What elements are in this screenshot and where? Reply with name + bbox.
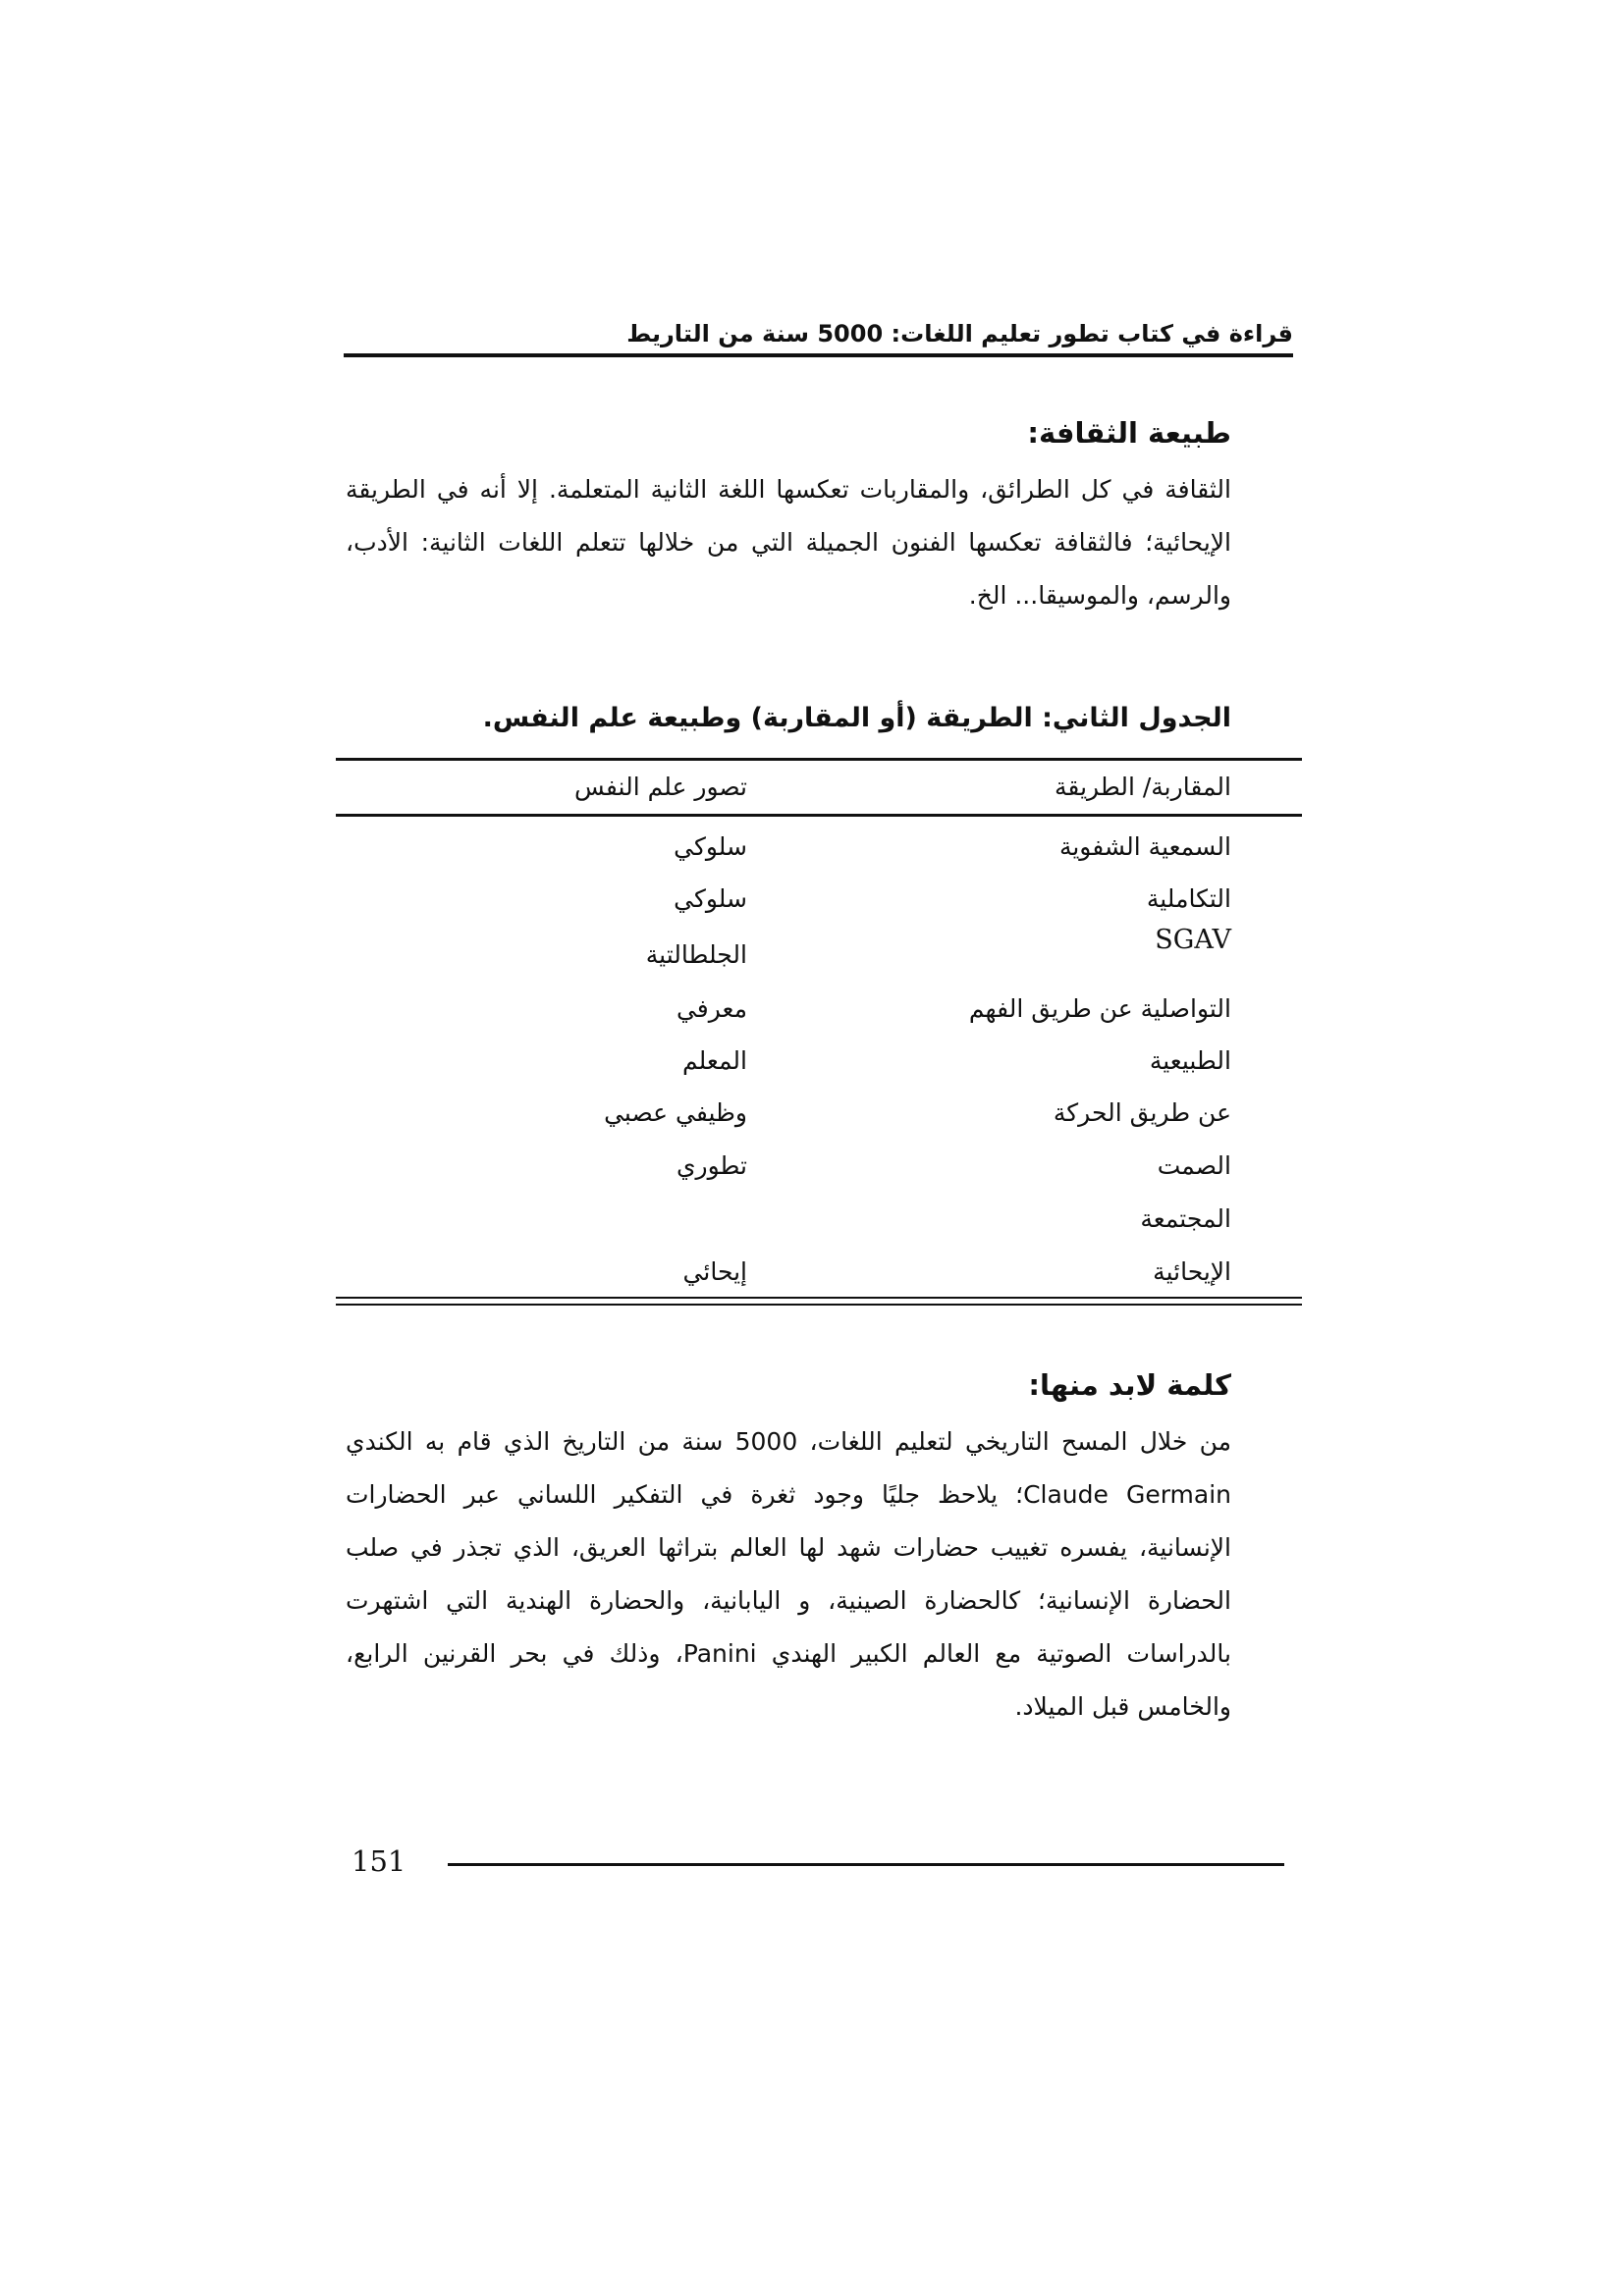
section-heading-final: كلمة لابد منها: bbox=[1028, 1368, 1231, 1402]
page-number: 151 bbox=[352, 1844, 406, 1878]
table-cell-method: التكاملية bbox=[1146, 884, 1231, 913]
table-top-rule bbox=[336, 758, 1302, 761]
table-cell-method: الطبيعية bbox=[1149, 1046, 1231, 1075]
running-header: قراءة في كتاب تطور تعليم اللغات: 5000 سنة من التاريط bbox=[626, 320, 1293, 347]
table-cell-method: الصمت bbox=[1157, 1151, 1231, 1180]
table-header-psychology: تصور علم النفس bbox=[574, 773, 747, 801]
table-bottom-rule-double bbox=[336, 1304, 1302, 1306]
table-cell-psychology: إيحائي bbox=[682, 1257, 747, 1286]
table-cell-method: عن طريق الحركة bbox=[1053, 1098, 1231, 1127]
table-cell-psychology: الجلطالتية bbox=[645, 940, 747, 969]
table-cell-psychology: معرفي bbox=[676, 994, 747, 1023]
table-cell-method: SGAV bbox=[1155, 925, 1231, 955]
table-header-rule bbox=[336, 814, 1302, 817]
table-cell-psychology: تطوري bbox=[676, 1151, 747, 1180]
table-cell-psychology: سلوكي bbox=[674, 884, 747, 913]
table-header-method: المقاربة/ الطريقة bbox=[1055, 773, 1231, 801]
table-cell-method: التواصلية عن طريق الفهم bbox=[968, 994, 1231, 1023]
table-cell-psychology: وظيفي عصبي bbox=[604, 1098, 747, 1127]
footer-rule bbox=[448, 1863, 1284, 1866]
table-bottom-rule bbox=[336, 1297, 1302, 1299]
paragraph-final: من خلال المسح التاريخي لتعليم اللغات، 5000 سنة من التاريخ الذي قام به الكندي Claude Germain؛ يلاحظ جليًا وجود ثغرة في التفكير اللساني عبر الحضارات الإنسانية، يفسره تغييب حضارات شهد لها العالم بتراثها العريق، الذي تجذر في صلب الحضارة الإنسانية؛ كالحضارة الصينية، و اليابانية، والحضارة الهندية التي اشتهرت بالدراسات الصوتية مع العالم الكبير الهندي Panini، وذلك في بحر القرنين الرابع، والخامس قبل الميلاد. bbox=[346, 1427, 1232, 1721]
header-rule bbox=[344, 353, 1293, 357]
table-cell-psychology: سلوكي bbox=[674, 832, 747, 861]
table-cell-method: الإيحائية bbox=[1153, 1257, 1231, 1286]
table-title: الجدول الثاني: الطريقة (أو المقاربة) وطبيعة علم النفس. bbox=[482, 703, 1231, 733]
table-cell-psychology: المعلم bbox=[682, 1046, 747, 1075]
table-cell-method: المجتمعة bbox=[1140, 1204, 1231, 1233]
paragraph-culture: الثقافة في كل الطرائق، والمقاربات تعكسها اللغة الثانية المتعلمة. إلا أنه في الطريقة الإيحائية؛ فالثقافة تعكسها الفنون الجميلة التي من خلالها تتعلم اللغات الثانية: الأدب، والرسم، والموسيقا... الخ. bbox=[346, 475, 1231, 610]
section-heading-culture: طبيعة الثقافة: bbox=[1027, 416, 1231, 450]
table-cell-method: السمعية الشفوية bbox=[1058, 832, 1231, 861]
